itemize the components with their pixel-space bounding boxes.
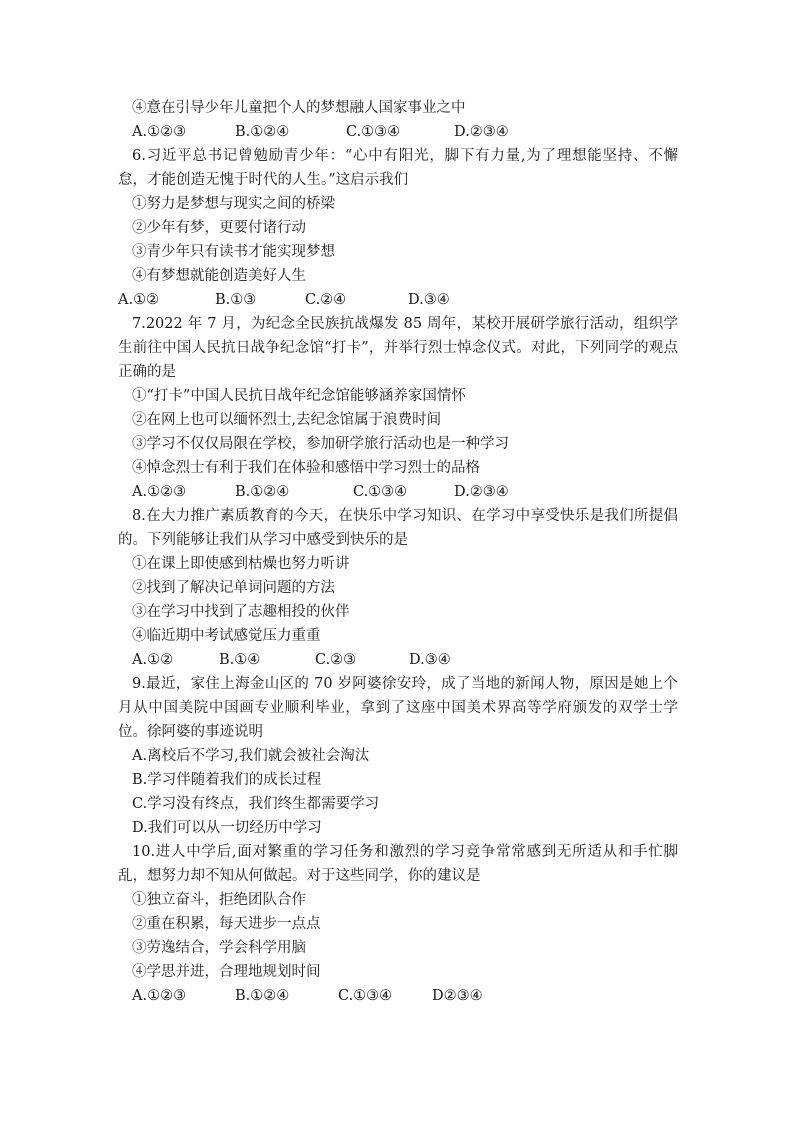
q5-options xyxy=(118,120,678,144)
q10-stem: 10.进人中学后,面对繁重的学习任务和激烈的学习竞争常常感到无所适从和手忙脚乱，想努力却不知从何做起。对于这些同学，你的建议是 xyxy=(118,844,678,884)
q6-item-1: ①努力是梦想与现实之间的桥梁 xyxy=(132,196,335,212)
q9-option-d: D.我们可以从一切经历中学习 xyxy=(132,820,322,836)
q6-item-2: ②少年有梦，更要付诸行动 xyxy=(132,220,306,236)
q10-option-c: C.①③④ xyxy=(338,988,393,1004)
q7-options xyxy=(118,480,678,504)
q7-stem: 7.2022 年 7 月，为纪念全民族抗战爆发 85 周年，某校开展研学旅行活动，组织学生前往中国人民抗日战争纪念馆“打卡”，并举行烈士悼念仪式。对此，下列同学的观点正确的是 xyxy=(118,316,678,380)
q10-option-b: B.①②④ xyxy=(235,988,290,1004)
q8-item-4: ④临近期中考试感觉压力重重 xyxy=(132,628,321,644)
q8-option-c: C.②③ xyxy=(315,652,357,668)
q8-item-1: ①在课上即使感到枯燥也努力听讲 xyxy=(132,556,350,572)
q7-item-1: ①“打卡”中国人民抗日战年纪念馆能够涵养家国情怀 xyxy=(132,388,466,404)
q8-option-b: B.①④ xyxy=(219,652,261,668)
q8-option-a: A.①② xyxy=(132,652,174,668)
q8-item-3: ③在学习中找到了志趣相投的伙伴 xyxy=(132,604,350,620)
q8-stem: 8.在大力推广素质教育的今天，在快乐中学习知识、在学习中享受快乐是我们所提倡的。下列能够让我们从学习中感受到快乐的是 xyxy=(118,508,678,548)
q7-item-3: ③学习不仅仅局限在学校，参加研学旅行活动也是一种学习 xyxy=(132,436,509,452)
q6-options xyxy=(118,288,678,312)
q5-item-4: ④意在引导少年儿童把个人的梦想融人国家事业之中 xyxy=(132,100,466,116)
q5-option-c: C.①③④ xyxy=(346,124,401,140)
q8-item-2: ②找到了解决记单词问题的方法 xyxy=(132,580,335,596)
q10-options xyxy=(118,984,678,1008)
q10-item-3: ③劳逸结合，学会科学用脑 xyxy=(132,940,306,956)
q10-item-2: ②重在积累，每天进步一点点 xyxy=(132,916,321,932)
q6-stem: 6.习近平总书记曾勉励青少年：“心中有阳光，脚下有力量,为了理想能坚持、不懈怠，才能创造无愧于时代的人生。”这启示我们 xyxy=(118,148,678,188)
q7-option-b: B.①②④ xyxy=(235,484,290,500)
q7-option-a: A.①②③ xyxy=(132,484,187,500)
q9-stem: 9.最近，家住上海金山区的 70 岁阿婆徐安玲，成了当地的新闻人物，原因是她上个月从中国美院中国画专业顺利毕业，拿到了这座中国美术界高等学府颁发的双学士学位。徐阿婆的事迹说明 xyxy=(118,676,678,740)
q10-item-1: ①独立奋斗，拒绝团队合作 xyxy=(132,892,306,908)
q6-option-d: D.③④ xyxy=(408,292,450,308)
q5-option-a: A.①②③ xyxy=(132,124,187,140)
q9-option-c: C.学习没有终点，我们终生都需要学习 xyxy=(132,796,380,812)
q7-item-2: ②在网上也可以缅怀烈士,去纪念馆属于浪费时间 xyxy=(132,412,442,428)
q7-option-c: C.①③④ xyxy=(353,484,408,500)
q8-options xyxy=(118,648,678,672)
q6-item-4: ④有梦想就能创造美好人生 xyxy=(132,268,306,284)
q6-option-a: A.①② xyxy=(118,292,160,308)
q6-item-3: ③青少年只有读书才能实现梦想 xyxy=(132,244,335,260)
q6-option-c: C.②④ xyxy=(305,292,347,308)
q9-option-a: A.离校后不学习,我们就会被社会淘汰 xyxy=(132,748,370,764)
q9-option-b: B.学习伴随着我们的成长过程 xyxy=(132,772,322,788)
q10-option-a: A.①②③ xyxy=(132,988,187,1004)
q7-item-4: ④悼念烈士有利于我们在体验和感悟中学习烈士的品格 xyxy=(132,460,480,476)
q5-option-d: D.②③④ xyxy=(454,124,509,140)
q7-option-d: D.②③④ xyxy=(454,484,509,500)
exam-page xyxy=(118,96,678,1008)
q6-option-b: B.①③ xyxy=(215,292,257,308)
q5-option-b: B.①②④ xyxy=(235,124,290,140)
q8-option-d: D.③④ xyxy=(409,652,451,668)
q10-option-d: D②③④ xyxy=(432,988,483,1004)
q10-item-4: ④学思并进，合理地规划时间 xyxy=(132,964,321,980)
